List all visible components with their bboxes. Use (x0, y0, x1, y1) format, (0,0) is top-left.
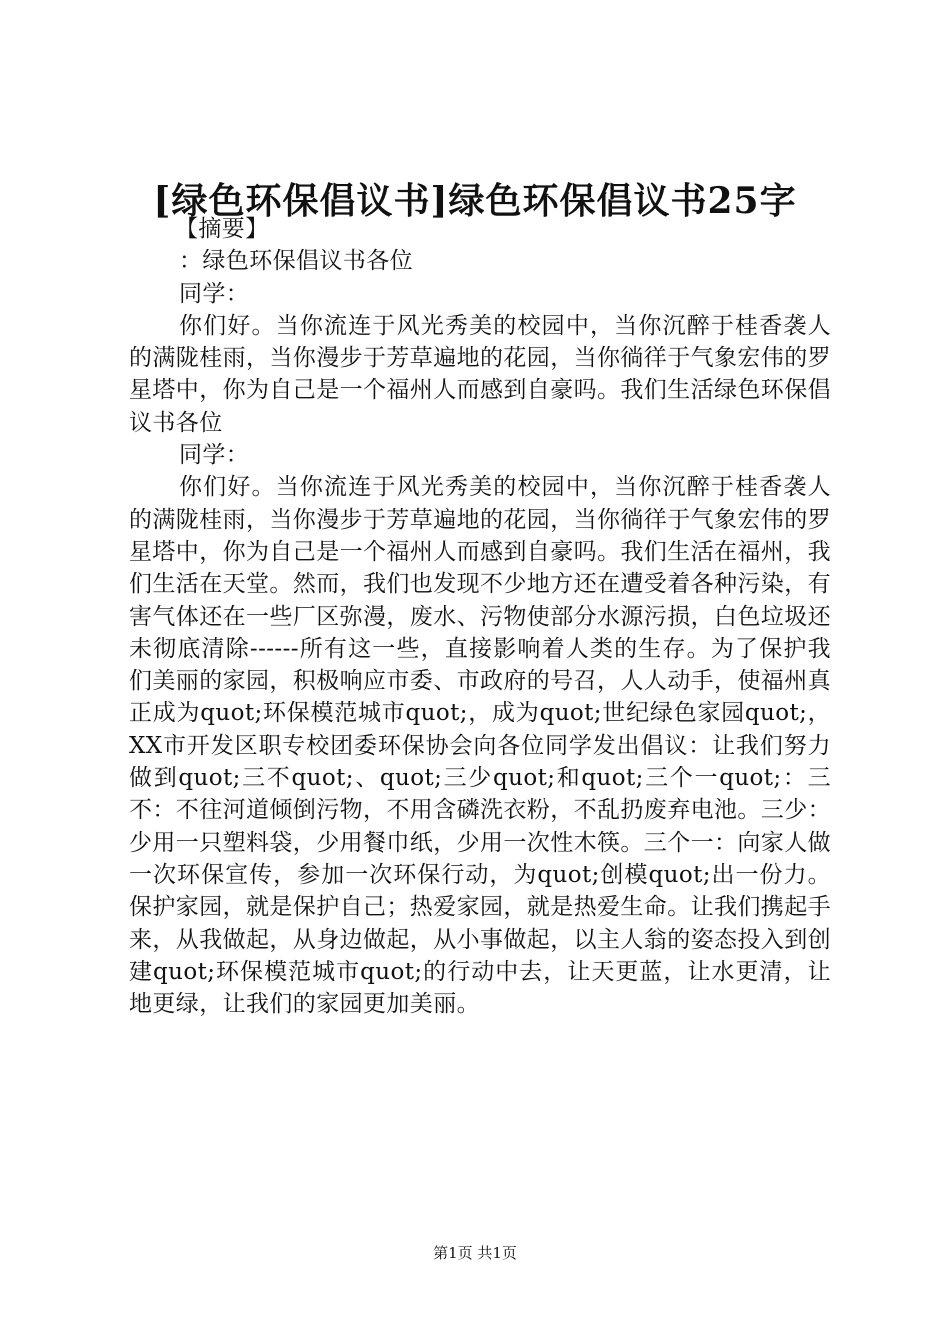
paragraph: 同学： (179, 280, 250, 307)
abstract-heading: 【摘要】 (175, 216, 269, 242)
document-body (129, 213, 831, 1020)
paragraph: ：绿色环保倡议书各位 (179, 248, 413, 275)
document-title: [绿色环保倡议书]绿色环保倡议书25字 (153, 180, 797, 222)
paragraph: 你们好。当你流连于风光秀美的校园中，当你沉醉于桂香袭人的满陇桂雨，当你漫步于芳草遍地的花园，当你徜徉于气象宏伟的罗星塔中，你为自己是一个福州人而感到自豪吗。我们生活绿色环保倡议书各位 (129, 312, 831, 436)
page-footer: 第1页 共1页 (433, 1244, 517, 1262)
paragraph: 同学： (179, 442, 250, 469)
paragraph: 你们好。当你流连于风光秀美的校园中，当你沉醉于桂香袭人的满陇桂雨，当你漫步于芳草遍地的花园，当你徜徉于气象宏伟的罗星塔中，你为自己是一个福州人而感到自豪吗。我们生活在福州，我们生活在天堂。然而，我们也发现不少地方还在遭受着各种污染，有害气体还在一些厂区弥漫，废水、污物使部分水源污损，白色垃圾还未彻底清除------所有这一些，直接影响着人类的生存。为了保护我们美丽的家园，积极响应市委、市政府的号召，人人动手，使福州真正成为quot;环保模范城市quot;，成为quot;世纪绿色家园quot;，XX市开发区职专校团委环保协会向各位同学发出倡议：让我们努力做到quot;三不quot;、quot;三少quot;和quot;三个一quot;：三不：不往河道倾倒污物，不用含磷洗衣粉，不乱扔废弃电池。三少：少用一只塑料袋，少用餐巾纸，少用一次性木筷。三个一：向家人做一次环保宣传，参加一次环保行动，为quot;创模quot;出一份力。保护家园，就是保护自己；热爱家园，就是热爱生命。让我们携起手来，从我做起，从身边做起，从小事做起，以主人翁的姿态投入到创建quot;环保模范城市quot;的行动中去，让天更蓝，让水更清，让地更绿，让我们的家园更加美丽。 (129, 474, 831, 1018)
